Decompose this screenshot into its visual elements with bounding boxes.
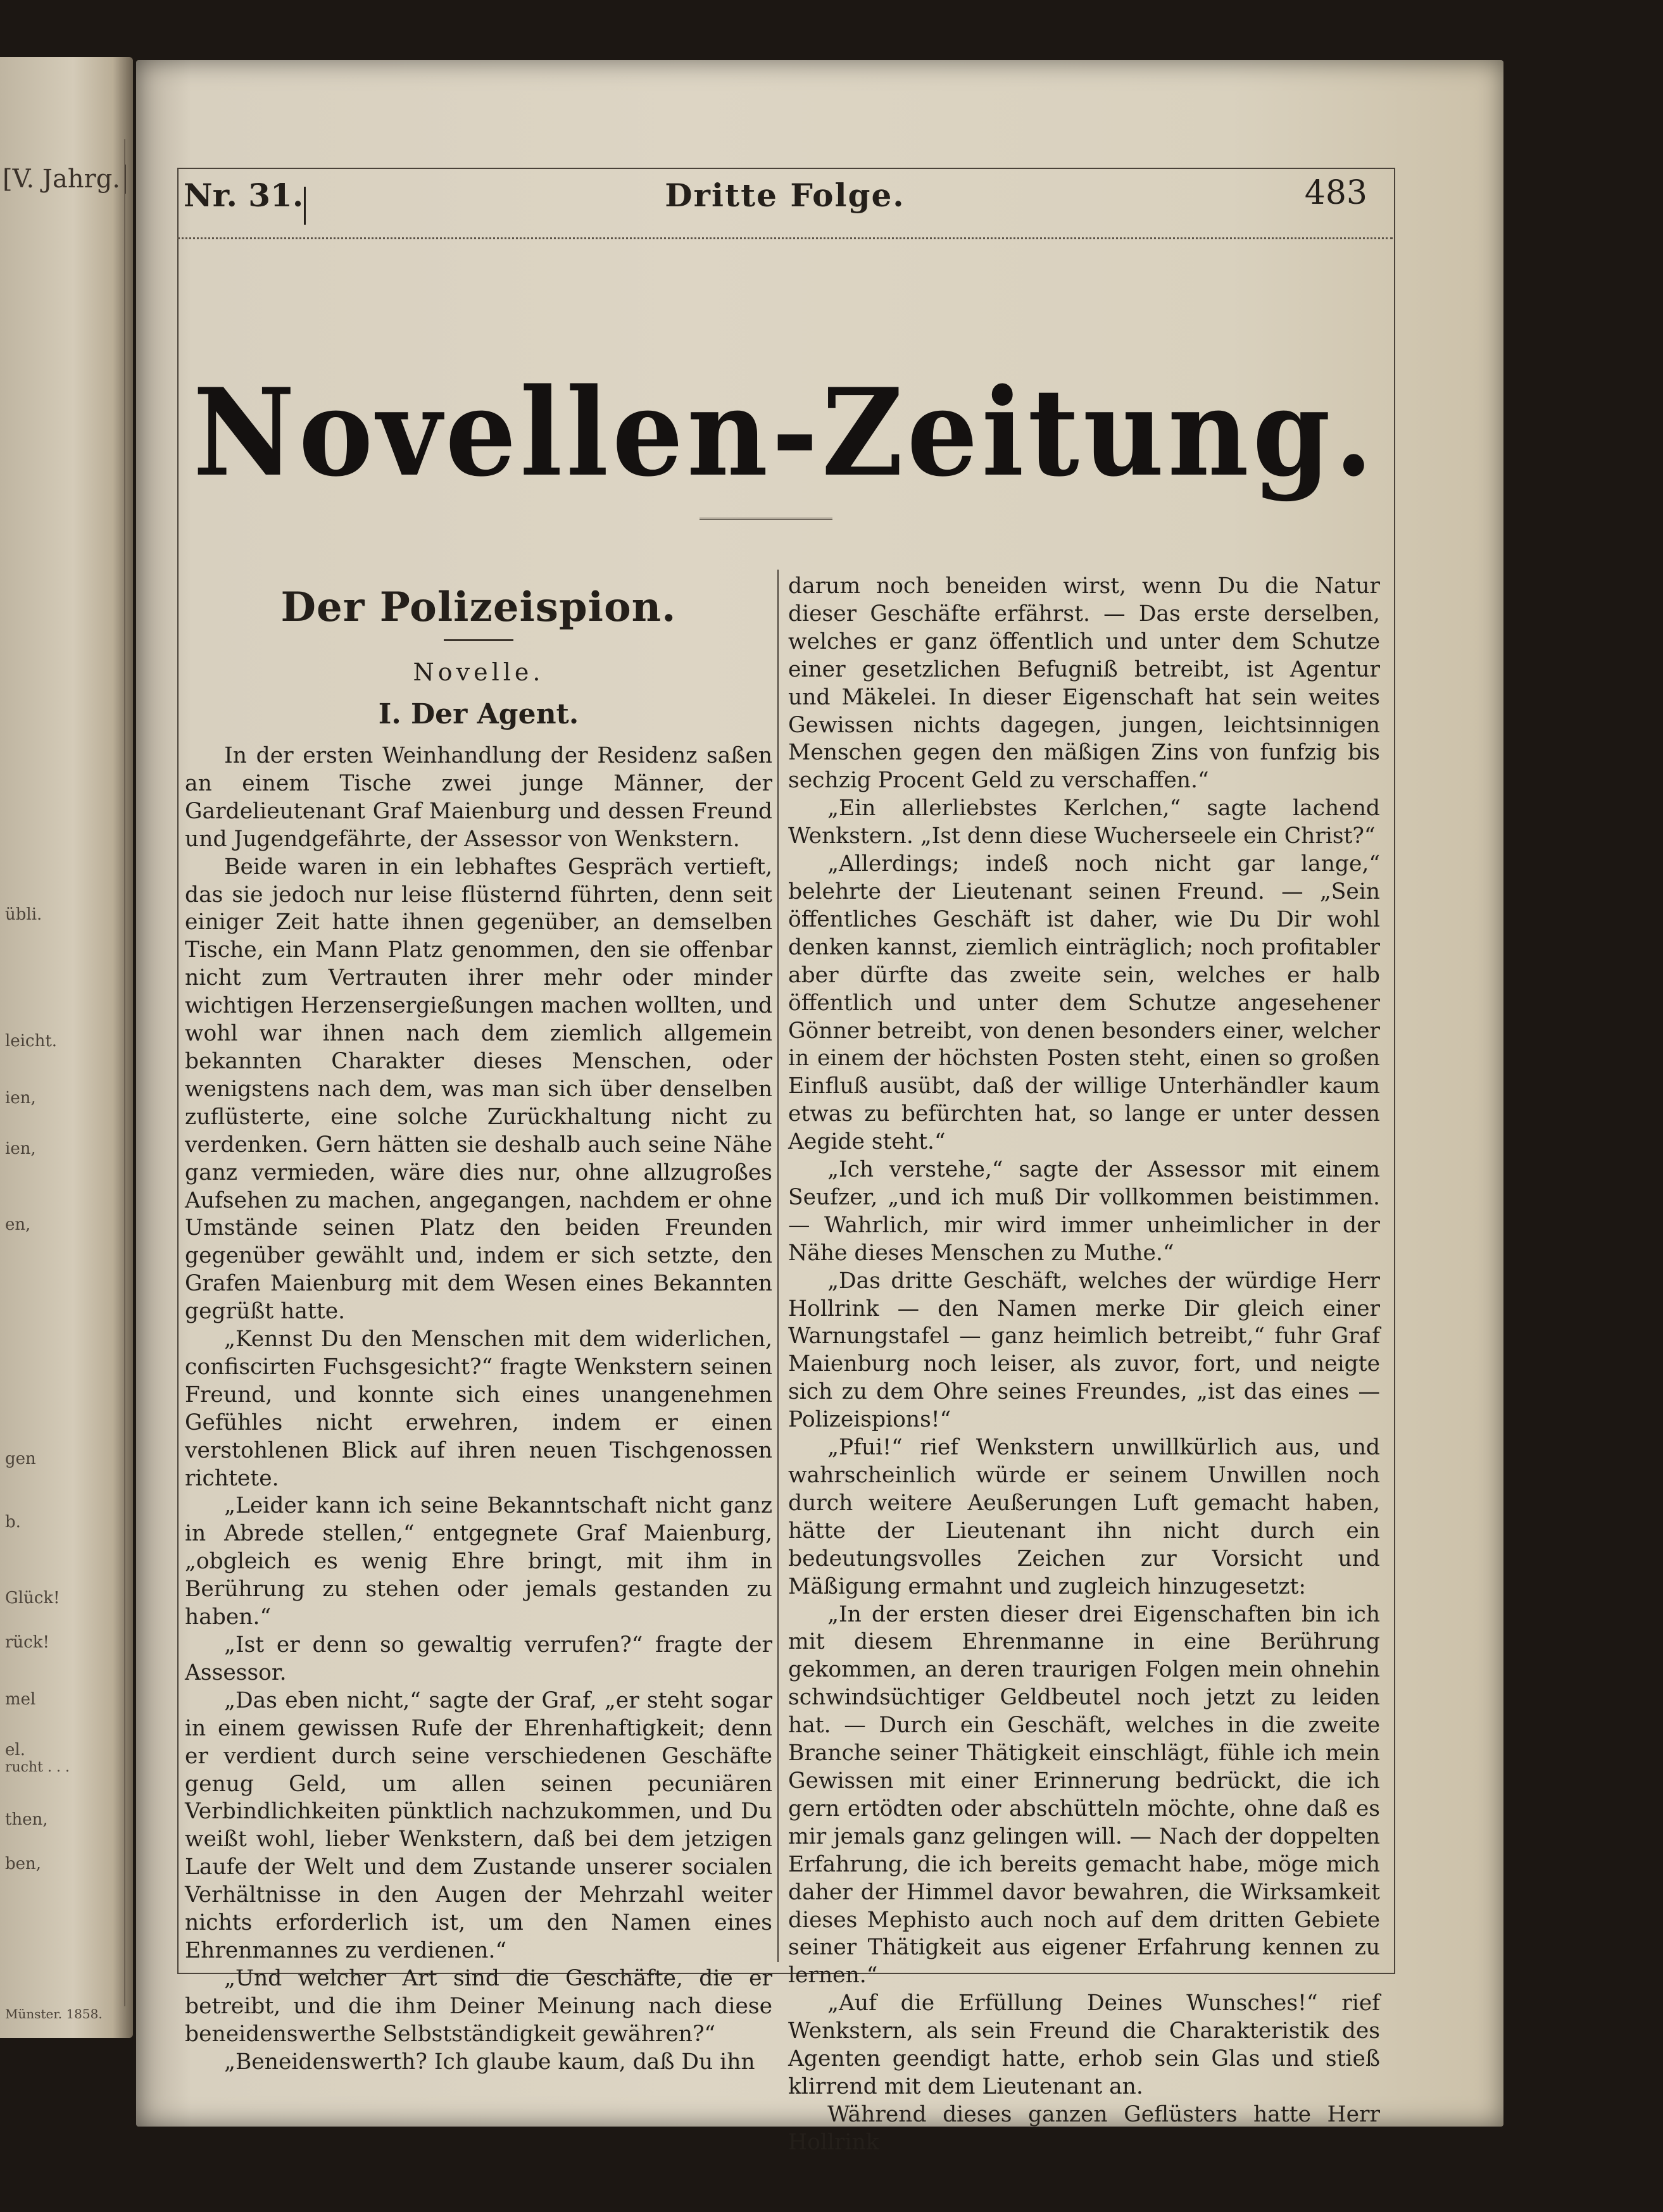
paragraph: „Kennst Du den Menschen mit dem widerlichen, confiscirten Fuchsgesicht?“ fragte Wenkstern seinen Freund, und konnte sich eines unangenehmen Gefühles nicht erwehren, indem er einen verstohlenen Blick auf ihren neuen Tischgenossen richtete.	[185, 1327, 772, 1491]
paragraph: Beide waren in ein lebhaftes Gespräch vertieft, das sie jedoch nur leise flüsternd führten, denn seit einiger Zeit hatte ihnen gegenüber, an demselben Tische, ein Mann Platz genommen, den sie offenbar nicht zum Vertrauten ihrer mehr oder minder wichtigen Herzensergießungen machen wollten, und wohl war ihnen nach dem ziemlich allgemein bekannten Charakter dieses Menschen, oder wenigstens nach dem, was man sich über denselben zuflüsterte, eine solche Zurückhaltung nicht zu verdenken. Gern hätten sie deshalb auch seine Nähe ganz vermieden, wäre dies nur, ohne allzugroßes Aufsehen zu machen, angegangen, nachdem er ohne Umstände seinen Platz den beiden Freunden gegenüber gewählt und, indem er sich setzte, den Grafen Maienburg mit dem Wesen eines Bekannten gegrüßt hatte.	[185, 854, 772, 1325]
margin-fragment: en,	[5, 1215, 31, 1234]
margin-fragment: leicht.	[5, 1032, 58, 1051]
paragraph: „Auf die Erfüllung Deines Wunsches!“ rief Wenkstern, als sein Freund die Charakteristik des Agenten geendigt hatte, erhob sein Glas und stieß klirrend mit dem Lieutenant an.	[788, 1990, 1380, 2099]
margin-fragment: ien,	[5, 1139, 36, 1158]
masthead-title: Novellen-Zeitung.	[192, 361, 1377, 504]
paragraph: „Allerdings; indeß noch nicht gar lange,“ belehrte der Lieutenant seinen Freund. — „Sein öffentliches Geschäft ist daher, wie Du Dir wohl denken kannst, ziemlich einträglich; noch profitabler aber dürfte das zweite sein, welches er halb öffentlich und unter dem Schutze angesehener Gönner betreibt, von denen besonders einer, welcher in einem der höchsten Posten steht, einen so großen Einfluß ausübt, daß der willige Unterhändler kaum etwas zu befürchten hat, so lange er unter dessen Aegide steht.“	[788, 851, 1380, 1155]
margin-fragment: rucht . . .	[5, 1759, 70, 1775]
paragraph: „Das eben nicht,“ sagte der Graf, „er steht sogar in einem gewissen Rufe der Ehrenhaftigkeit; denn er verdient durch seine verschiedenen Geschäfte genug Geld, um allen seinen pecuniären Verbindlichkeiten pünktlich nachzukommen, und Du weißt wohl, lieber Wenkstern, daß bei dem jetzigen Laufe der Welt und dem Zustande unserer socialen Verhältnisse in den Augen der Mehrzahl weiter nichts erforderlich ist, um den Namen eines Ehrenmannes zu verdienen.“	[185, 1687, 772, 1963]
paragraph: „Und welcher Art sind die Geschäfte, die er betreibt, und die ihm Deiner Meinung nach diese beneidenswerthe Selbstständigkeit gewähren?“	[185, 1965, 772, 2047]
paragraph: darum noch beneiden wirst, wenn Du die Natur dieser Geschäfte erfährst. — Das erste derselben, welches er ganz öffentlich und unter dem Schutze einer gesetzlichen Befugniß betreibt, ist Agentur und Mäkelei. In dieser Eigenschaft hat sein weites Gewissen nichts dagegen, jungen, leichtsinnigen Menschen gegen den mäßigen Zins von funfzig bis sechzig Procent Geld zu verschaffen.“	[788, 573, 1380, 794]
paragraph: „Ist er denn so gewaltig verrufen?“ fragte der Assessor.	[185, 1632, 772, 1685]
margin-fragment: ien,	[5, 1089, 36, 1108]
paragraph: „Das dritte Geschäft, welches der würdige Herr Hollrink — den Namen merke Dir gleich einer Warnungstafel — ganz heimlich betreibt,“ fuhr Graf Maienburg noch leiser, als zuvor, fort, und neigte sich zu dem Ohre seines Freundes, „ist das eines — Polizeispions!“	[788, 1268, 1380, 1433]
story-title: Der Polizeispion.	[280, 584, 677, 631]
margin-fragment: übli.	[5, 905, 42, 924]
paragraph: „Leider kann ich seine Bekanntschaft nicht ganz in Abrede stellen,“ entgegnete Graf Maienburg, „obgleich es wenig Ehre bringt, mit ihm in Berührung zu stehen oder jemals gestanden zu haben.“	[185, 1493, 772, 1630]
issue-number: Nr. 31.	[184, 177, 304, 214]
volume-label: [V. Jahrg.	[3, 165, 126, 194]
masthead-rule	[700, 518, 832, 520]
series-label: Dritte Folge.	[665, 177, 905, 214]
paragraph: Während dieses ganzen Geflüsters hatte Herr Hollrink	[788, 2101, 1380, 2155]
column-left	[185, 573, 772, 2077]
margin-fragment: rück!	[5, 1633, 49, 1652]
paragraph: In der ersten Weinhandlung der Residenz saßen an einem Tische zwei junge Männer, der Gardelieutenant Graf Maienburg und dessen Freund und Jugendgefährte, der Assessor von Wenkstern.	[185, 743, 772, 852]
column-divider	[777, 570, 779, 1962]
margin-fragment: mel	[5, 1690, 36, 1709]
margin-fragment: then,	[5, 1810, 48, 1829]
title-rule	[444, 639, 513, 641]
paragraph: „Ein allerliebstes Kerlchen,“ sagte lachend Wenkstern. „Ist denn diese Wucherseele ein Christ?“	[788, 796, 1380, 849]
margin-fragment: el.	[5, 1740, 25, 1759]
previous-page-edge	[0, 57, 133, 2038]
story-genre: Novelle.	[413, 658, 544, 686]
column-right	[788, 573, 1380, 2157]
margin-fragment: ben,	[5, 1854, 42, 1873]
margin-fragment: b.	[5, 1513, 21, 1532]
paragraph: „Ich verstehe,“ sagte der Assessor mit einem Seufzer, „und ich muß Dir vollkommen beistimmen. — Wahrlich, mir wird immer unheimlicher in der Nähe dieses Menschen zu Muthe.“	[788, 1157, 1380, 1266]
chapter-heading: I. Der Agent.	[378, 698, 579, 730]
margin-fragment: gen	[5, 1449, 36, 1468]
margin-fragment: Münster. 1858.	[5, 2006, 103, 2021]
page-header	[177, 168, 1393, 241]
header-rule	[177, 237, 1393, 239]
page-number: 483	[1304, 174, 1367, 212]
paragraph: „In der ersten dieser drei Eigenschaften bin ich mit diesem Ehrenmanne in eine Berührung gekommen, an deren traurigen Folgen mein ohnehin schwindsüchtiger Geldbeutel noch jetzt zu leiden hat. — Durch ein Geschäft, welches in die zweite Branche seiner Thätigkeit einschlägt, fühle ich mein Gewissen mit einer Erinnerung bedrückt, die ich gern ertödten oder abschütteln möchte, ohne daß es mir jemals ganz gelingen will. — Nach der doppelten Erfahrung, die ich bereits gemacht habe, möge mich daher der Himmel davor bewahren, die Wirksamkeit dieses Mephisto auch noch auf dem dritten Gebiete seiner Thätigkeit aus eigener Erfahrung kennen zu lernen.“	[788, 1601, 1380, 1989]
paragraph: „Beneidenswerth? Ich glaube kaum, daß Du ihn	[224, 2049, 755, 2075]
paragraph: „Pfui!“ rief Wenkstern unwillkürlich aus, und wahrscheinlich würde er seinem Unwillen noch durch weitere Aeußerungen Luft gemacht haben, hätte der Lieutenant ihn nicht durch ein bedeutungsvolles Zeichen zur Vorsicht und Mäßigung ermahnt und zugleich hinzugesetzt:	[788, 1435, 1380, 1599]
margin-fragment: Glück!	[5, 1589, 60, 1608]
page-border-line	[124, 139, 125, 2006]
